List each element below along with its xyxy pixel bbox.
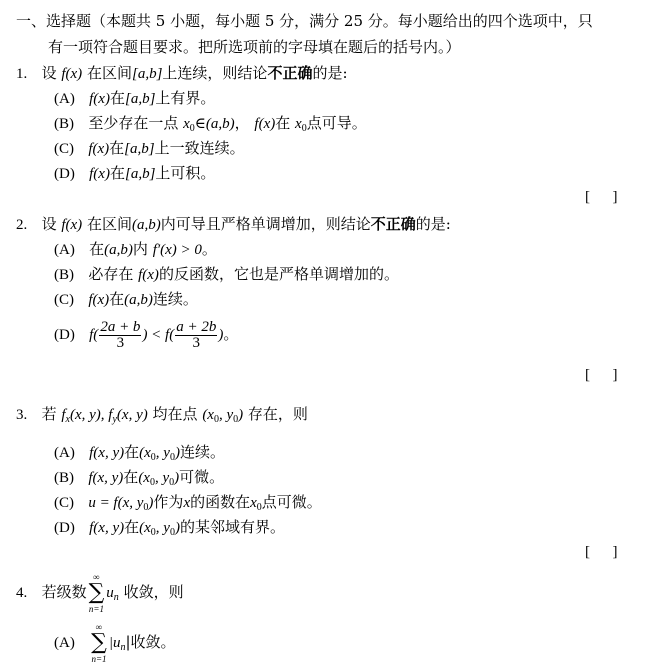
option-text: 在 xyxy=(109,89,125,107)
q3-option-c xyxy=(54,491,322,519)
q3-number: 3. xyxy=(16,407,28,423)
option-text: 在 xyxy=(109,164,125,182)
option-sub: 0 xyxy=(149,477,155,488)
option-math: x xyxy=(183,495,191,511)
option-math: (x xyxy=(138,470,150,486)
option-math: | xyxy=(108,635,113,651)
option-text: 上一致连续。 xyxy=(154,139,245,157)
option-math: , y xyxy=(155,520,170,536)
option-label: (C) xyxy=(54,495,74,511)
option-label: (B) xyxy=(54,267,74,283)
q1-text-b: 在区间 xyxy=(86,64,132,82)
fraction-numerator: a + 2b xyxy=(176,318,217,335)
section-heading-line2: 有一项符合题目要求。把所选项前的字母填在题后的括号内。） xyxy=(48,38,461,56)
q3-sub: 0 xyxy=(213,414,219,425)
option-math: f(x, y) xyxy=(89,445,125,461)
option-text: |收敛。 xyxy=(125,633,176,651)
option-sub: 0 xyxy=(301,123,307,134)
q3-math: f xyxy=(61,407,66,423)
option-math: ) xyxy=(174,520,180,536)
option-math: ) xyxy=(174,470,180,486)
q3-option-d xyxy=(54,516,285,544)
option-text: 连续。 xyxy=(152,290,198,308)
sum-lower: n=1 xyxy=(91,654,107,664)
option-math: f(x, y) xyxy=(88,470,124,486)
option-math: u xyxy=(112,635,121,651)
q3-math: ) xyxy=(238,407,244,423)
q1-option-a xyxy=(54,87,215,110)
q3-option-a xyxy=(54,441,225,469)
q1-text-c: 上连续，则结论 xyxy=(162,64,268,82)
summation xyxy=(91,622,107,664)
option-text: 在 xyxy=(109,139,125,157)
summation xyxy=(89,572,105,614)
q3-text-b: 均在点 xyxy=(152,405,198,423)
q3-math: (x, y) xyxy=(116,407,148,423)
option-sub: 0 xyxy=(169,452,175,463)
q3-option-b xyxy=(54,466,224,494)
q2-answer-bracket[interactable]: [ ] xyxy=(585,367,618,383)
option-text: 在 xyxy=(275,114,291,132)
q2-text-c: 内可导且严格单调增加，则结论 xyxy=(160,215,371,233)
fraction-denominator: 3 xyxy=(116,334,125,351)
section-heading-line1: 一、选择题（本题共 5 小题，每小题 5 分，满分 25 分。每小题给出的四个选项中，只 xyxy=(16,12,593,30)
option-text: 可微。 xyxy=(179,468,225,486)
fraction xyxy=(99,320,141,351)
q4-term: u xyxy=(106,585,114,601)
q4-text-b: 收敛，则 xyxy=(123,583,184,601)
q2-text-d: 的是: xyxy=(415,215,451,233)
q2-emph: 不正确 xyxy=(370,215,416,233)
option-text: 的函数在 xyxy=(190,493,251,511)
option-text: 上可积。 xyxy=(155,164,216,182)
sigma-icon: ∑ xyxy=(91,630,107,655)
option-label: (B) xyxy=(54,116,74,132)
option-label: (A) xyxy=(54,91,75,107)
option-math: f′(x) > 0 xyxy=(152,242,202,258)
q2-option-a xyxy=(54,238,217,261)
sigma-icon: ∑ xyxy=(88,580,105,605)
option-math: ) xyxy=(148,495,154,511)
q2-option-b xyxy=(54,263,399,286)
q3-math: f xyxy=(108,407,113,423)
q3-math: (x, y), xyxy=(69,407,109,423)
q1-stem xyxy=(16,62,348,85)
option-math: , y xyxy=(155,445,170,461)
option-math: x xyxy=(295,116,302,132)
option-text: 内 xyxy=(132,240,148,258)
option-math: f(x) xyxy=(88,292,110,308)
option-math: ) xyxy=(174,445,180,461)
q2-option-d xyxy=(54,318,238,351)
option-math: [a,b] xyxy=(124,166,156,182)
option-text: 连续。 xyxy=(179,443,225,461)
option-text: ， xyxy=(234,114,250,132)
option-math: f( xyxy=(89,327,99,343)
option-math: [a,b] xyxy=(124,141,155,157)
option-text: 在 xyxy=(124,443,140,461)
option-math: f(x, y) xyxy=(89,520,125,536)
option-sub: 0 xyxy=(189,123,195,134)
option-sub: 0 xyxy=(150,452,156,463)
option-text: 点可微。 xyxy=(261,493,322,511)
q2-stem xyxy=(16,213,451,236)
option-label: (C) xyxy=(54,141,74,157)
q2-number: 2. xyxy=(16,217,28,233)
option-text: 上有界。 xyxy=(155,89,216,107)
q1-answer-bracket[interactable]: [ ] xyxy=(585,189,618,205)
option-sub: n xyxy=(120,642,126,653)
option-label: (A) xyxy=(54,445,75,461)
q1-option-b xyxy=(54,112,367,140)
option-text: 的某邻域有界。 xyxy=(179,518,285,536)
q2-text-a: 设 xyxy=(41,215,57,233)
q1-option-d xyxy=(54,162,215,185)
q3-sub: y xyxy=(112,414,117,425)
q1-interval: [a,b] xyxy=(131,66,163,82)
q4-option-a xyxy=(54,622,176,668)
q3-math: , y xyxy=(218,407,234,423)
option-text: 至少存在一点 xyxy=(88,114,179,132)
option-text: 必存在 xyxy=(88,265,134,283)
option-math: ) xyxy=(218,327,224,343)
option-math: f(x) xyxy=(89,91,110,107)
option-text: 在 xyxy=(124,518,140,536)
option-math: ∈(a,b) xyxy=(194,116,235,132)
option-label: (D) xyxy=(54,327,75,343)
option-label: (A) xyxy=(54,242,75,258)
option-math: f(x) xyxy=(88,141,110,157)
option-label: (D) xyxy=(54,166,75,182)
option-math: f(x) xyxy=(89,166,110,182)
q4-number: 4. xyxy=(16,585,28,601)
option-math: ) < f( xyxy=(142,327,175,343)
option-math: (a,b) xyxy=(104,242,133,258)
q1-text-a: 设 xyxy=(41,64,57,82)
sum-lower: n=1 xyxy=(88,604,104,614)
option-label: (B) xyxy=(54,470,74,486)
q1-fx: f(x) xyxy=(61,66,83,82)
q2-text-b: 在区间 xyxy=(86,215,132,233)
q1-emph: 不正确 xyxy=(267,64,313,82)
option-text: 作为 xyxy=(153,493,184,511)
option-sub: 0 xyxy=(169,477,175,488)
option-text: 的反函数，它也是严格单调增加的。 xyxy=(158,265,399,283)
option-math: x xyxy=(250,495,257,511)
fraction-denominator: 3 xyxy=(192,334,201,351)
q4-text-a: 若级数 xyxy=(41,583,87,601)
option-math: [a,b] xyxy=(124,91,156,107)
option-text: 在 xyxy=(89,240,105,258)
fraction xyxy=(175,320,217,351)
sum-upper: ∞ xyxy=(93,572,100,582)
q3-sub: 0 xyxy=(233,414,239,425)
option-sub: 0 xyxy=(150,527,156,538)
q1-number: 1. xyxy=(16,66,28,82)
option-math: u = f(x, y xyxy=(88,495,144,511)
option-sub: 0 xyxy=(256,502,262,513)
option-sub: 0 xyxy=(143,502,149,513)
option-text: 。 xyxy=(223,325,239,343)
q3-text-a: 若 xyxy=(41,405,57,423)
q3-math: (x xyxy=(202,407,214,423)
q2-fx: f(x) xyxy=(61,217,83,233)
option-label: (A) xyxy=(54,635,75,651)
option-text: 在 xyxy=(123,468,139,486)
option-math: f(x) xyxy=(138,267,159,283)
option-text: 点可导。 xyxy=(306,114,367,132)
sum-upper: ∞ xyxy=(95,622,103,632)
option-text: 。 xyxy=(201,240,217,258)
fraction-numerator: 2a + b xyxy=(100,318,141,335)
q3-text-c: 存在，则 xyxy=(247,405,308,423)
option-math: x xyxy=(183,116,190,132)
option-math: , y xyxy=(154,470,170,486)
q4-stem xyxy=(16,572,184,618)
option-label: (C) xyxy=(54,292,74,308)
q2-interval: (a,b) xyxy=(131,217,161,233)
option-math: (x xyxy=(139,445,151,461)
q3-stem xyxy=(16,403,308,431)
q1-text-d: 的是: xyxy=(312,64,348,82)
option-sub: 0 xyxy=(169,527,175,538)
option-math: f(x) xyxy=(254,116,276,132)
option-text: 在 xyxy=(109,290,125,308)
option-label: (D) xyxy=(54,520,75,536)
q1-option-c xyxy=(54,137,245,160)
q3-sub: x xyxy=(65,414,70,425)
q2-option-c xyxy=(54,288,198,311)
option-math: (a,b) xyxy=(124,292,153,308)
option-math: (x xyxy=(139,520,151,536)
q4-term-sub: n xyxy=(113,592,119,603)
q3-answer-bracket[interactable]: [ ] xyxy=(585,544,618,560)
